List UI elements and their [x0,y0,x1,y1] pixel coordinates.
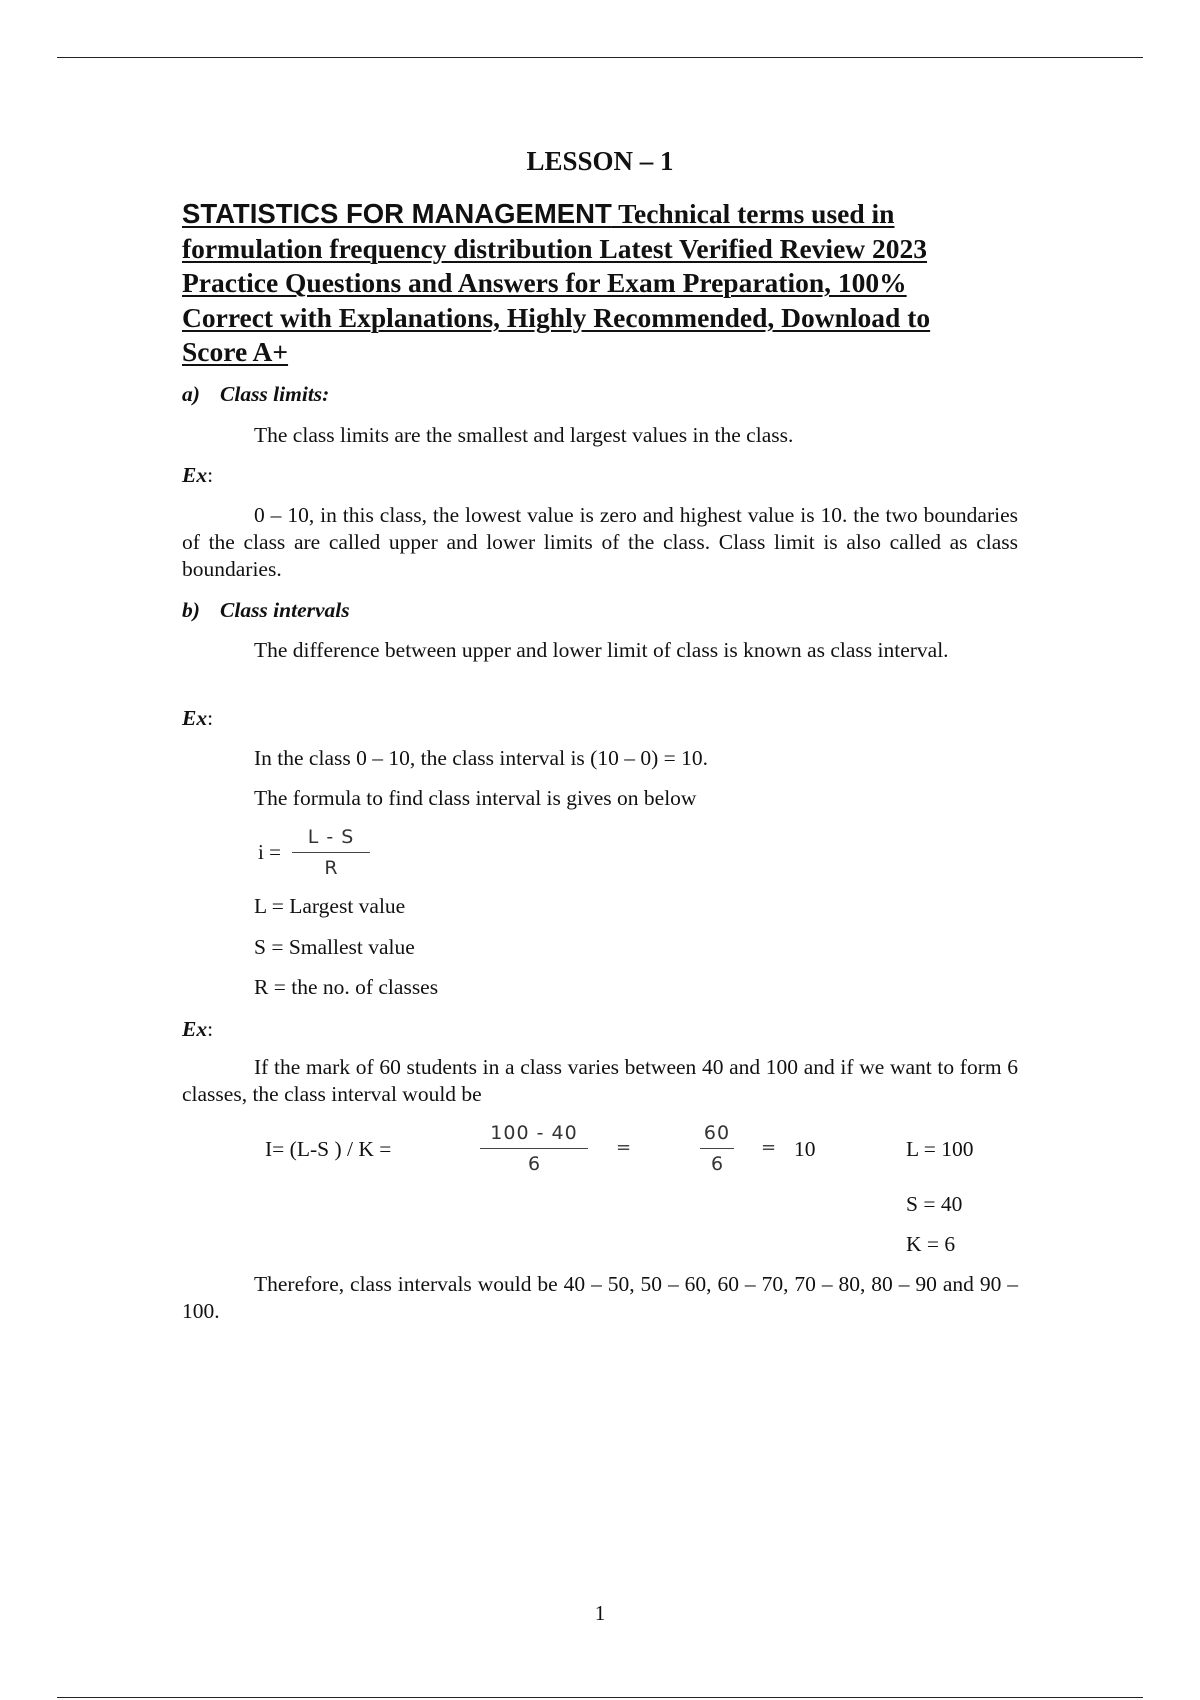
legend-classes: R = the no. of classes [254,975,439,999]
section-a-title: Class limits: [220,382,330,406]
example-label-colon: : [207,463,214,487]
marks-example: If the mark of 60 students in a class varies between 40 and 100 and if we want to form 6 classes, the class interval would be [182,1055,1018,1106]
value-s: S = 40 [906,1192,963,1216]
calc-result: 10 [794,1137,816,1161]
class-interval-example: In the class 0 – 10, the class interval is (10 – 0) = 10. [254,746,708,770]
class-limits-definition: The class limits are the smallest and largest values in the class. [254,423,794,447]
value-l: L = 100 [906,1137,974,1161]
section-b-marker: b) [182,598,200,622]
formula-numerator: L - S [292,826,370,853]
bottom-rule [57,1697,1143,1698]
section-a-marker: a) [182,382,200,406]
legend-smallest: S = Smallest value [254,935,415,959]
calc-fraction-2-denominator: 6 [710,1153,724,1175]
example-label-colon: : [207,1017,214,1041]
class-intervals-conclusion: Therefore, class intervals would be 40 – 50, 50 – 60, 60 – 70, 70 – 80, 80 – 90 and 90 – 100. [182,1272,1018,1323]
formula-intro: The formula to find class interval is gives on below [254,786,697,810]
calc-fraction-1-numerator: 100 - 40 [480,1122,588,1149]
example-label-colon: : [207,706,214,730]
value-k: K = 6 [906,1232,956,1256]
calc-fraction-1-denominator: 6 [527,1153,541,1175]
page-number: 1 [594,1601,606,1625]
formula-denominator: R [324,857,338,879]
calc-equals-2: = [761,1137,777,1158]
section-b-title: Class intervals [220,598,350,622]
lesson-heading: LESSON – 1 [526,146,674,176]
example-label [182,462,213,489]
calc-fraction-2 [700,1122,734,1175]
calc-fraction-2-numerator: 60 [700,1122,734,1149]
example-label-text: Ex [182,706,208,730]
section-a-heading [182,381,329,408]
calc-equals-1: = [616,1137,632,1158]
formula-fraction [292,826,370,879]
title-description: Technical terms used in formulation frequency distribution Latest Verified Review 2023 Practice Questions and Answers for Exam Preparation, 100% Correct with Explanations, Highly Recommended, Download to Score A+ [182,198,931,367]
example-label-text: Ex [182,1017,208,1041]
document-title [182,197,1022,370]
calc-fraction-1 [480,1122,588,1175]
formula-lhs: i = [258,840,281,864]
section-b-heading [182,597,350,624]
example-label [182,705,213,732]
class-limits-example: 0 – 10, in this class, the lowest value is zero and highest value is 10. the two boundaries of the class are called upper and lower limits of the class. Class limit is also called as class boundaries. [182,503,1018,581]
title-subject: STATISTICS FOR MANAGEMENT [182,198,612,229]
legend-largest: L = Largest value [254,894,406,918]
example-label [182,1016,213,1043]
top-rule [57,57,1143,58]
example-label-text: Ex [182,463,208,487]
class-intervals-definition: The difference between upper and lower limit of class is known as class interval. [254,638,949,662]
calc-lhs: I= (L-S ) / K = [265,1137,392,1161]
